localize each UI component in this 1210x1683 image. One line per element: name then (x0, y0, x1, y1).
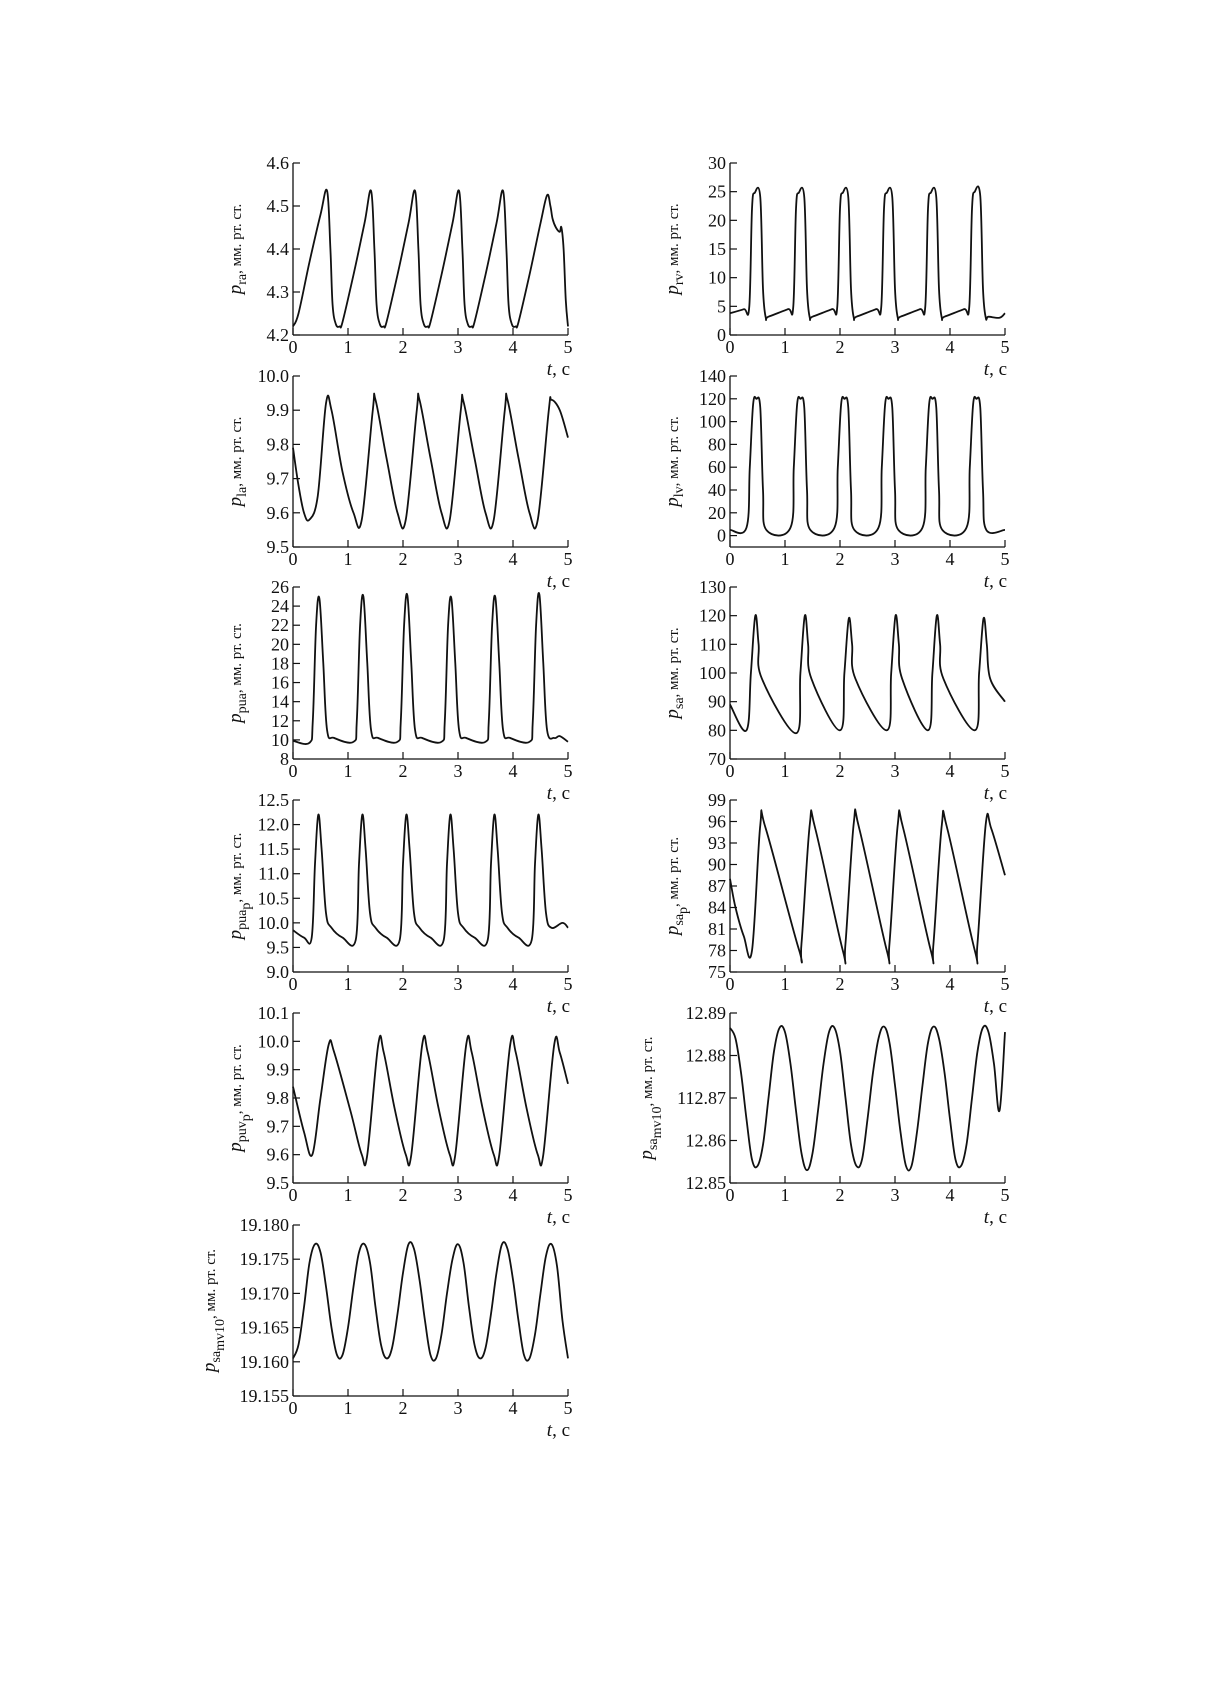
x-tick-label: 1 (780, 761, 790, 781)
chart-panel-p_sa_mv10_b (199, 1215, 573, 1441)
x-tick-label: 1 (343, 337, 353, 357)
y-tick-label: 112.87 (677, 1088, 726, 1108)
x-tick-label: 2 (398, 761, 408, 781)
y-tick-label: 120 (699, 388, 726, 409)
x-tick-label: 4 (508, 549, 518, 569)
x-tick-label: 3 (890, 337, 900, 357)
series-line-p_ra (293, 190, 568, 328)
x-tick-label: 5 (1000, 337, 1010, 357)
x-tick-label: 1 (780, 337, 790, 357)
chart-panel-p_pua_p (225, 790, 573, 1017)
x-tick-label: 0 (725, 974, 735, 994)
y-tick-label: 81 (708, 919, 726, 939)
x-tick-label: 2 (835, 1185, 845, 1205)
chart-panel-p_rv (662, 153, 1010, 380)
y-tick-label: 4.2 (266, 325, 289, 345)
y-tick-label: 16 (271, 672, 289, 693)
y-tick-label: 9.7 (266, 1116, 289, 1137)
x-tick-label: 0 (725, 337, 735, 357)
y-tick-label: 130 (699, 577, 726, 597)
x-tick-label: 4 (508, 1185, 518, 1205)
y-tick-label: 20 (708, 210, 726, 231)
chart-panel-p_lv (662, 366, 1010, 592)
x-tick-label: 3 (890, 761, 900, 781)
x-tick-label: 4 (945, 337, 955, 357)
x-axis-title: t, с (546, 571, 570, 592)
x-tick-label: 2 (835, 761, 845, 781)
series-line-p_sa_mv10 (730, 1026, 1005, 1171)
y-tick-label: 4.4 (266, 239, 289, 259)
x-tick-label: 2 (398, 549, 408, 569)
y-tick-label: 20 (708, 502, 726, 523)
y-tick-label: 5 (717, 296, 726, 317)
y-tick-label: 0 (717, 525, 726, 546)
y-axis-title: $p_{samv10}^{, мм. рт. ст.}$ (199, 1248, 228, 1373)
x-tick-label: 0 (288, 761, 298, 781)
chart-panel-p_sa_mv10 (636, 1003, 1010, 1228)
x-axis-title: t, с (546, 996, 570, 1017)
y-axis-title: $p_{sa}^{, мм. рт. ст.}$ (662, 627, 687, 719)
y-tick-label: 19.175 (239, 1249, 289, 1270)
y-tick-label: 12.0 (257, 814, 289, 835)
y-tick-label: 11.5 (258, 839, 289, 860)
y-tick-label: 87 (708, 876, 726, 896)
series-line-p_sa (730, 615, 1005, 733)
x-tick-label: 3 (890, 1185, 900, 1205)
y-axis-title: $p_{lv}^{, мм. рт. ст.}$ (662, 416, 687, 507)
y-tick-label: 9.8 (266, 434, 289, 455)
y-tick-label: 24 (271, 596, 289, 617)
y-tick-label: 90 (708, 854, 726, 875)
y-axis-title: $p_{pua}^{, мм. рт. ст.}$ (225, 623, 250, 723)
x-tick-label: 2 (398, 1398, 408, 1418)
chart-panel-p_puv_p (225, 1003, 573, 1228)
y-tick-label: 93 (708, 833, 726, 853)
x-tick-label: 5 (563, 337, 573, 357)
y-axis-title: $p_{sap}^{, мм. рт. ст.}$ (662, 836, 691, 936)
x-tick-label: 4 (945, 761, 955, 781)
y-tick-label: 10.1 (257, 1003, 289, 1023)
x-axis-title: t, с (546, 783, 570, 804)
x-tick-label: 4 (945, 1185, 955, 1205)
y-tick-label: 70 (708, 749, 726, 769)
y-tick-label: 75 (708, 962, 726, 982)
y-tick-label: 110 (699, 634, 726, 655)
y-tick-label: 18 (271, 653, 289, 674)
y-tick-label: 19.160 (239, 1351, 289, 1372)
y-tick-label: 9.6 (266, 502, 289, 523)
y-tick-label: 4.5 (266, 196, 289, 216)
x-tick-label: 0 (725, 1185, 735, 1205)
y-tick-label: 15 (708, 239, 726, 259)
x-axis-title: t, с (983, 783, 1007, 804)
x-tick-label: 0 (288, 974, 298, 994)
x-tick-label: 0 (288, 549, 298, 569)
y-tick-label: 9.7 (266, 468, 289, 489)
y-tick-label: 9.9 (266, 400, 289, 421)
y-tick-label: 10 (708, 267, 726, 288)
x-tick-label: 5 (563, 761, 573, 781)
y-tick-label: 96 (708, 811, 726, 832)
x-tick-label: 2 (398, 974, 408, 994)
x-tick-label: 1 (343, 974, 353, 994)
y-tick-label: 12.88 (685, 1045, 726, 1066)
x-tick-label: 5 (563, 1185, 573, 1205)
x-tick-label: 4 (508, 974, 518, 994)
x-tick-label: 5 (1000, 761, 1010, 781)
chart-panel-p_sa (662, 577, 1010, 804)
x-tick-label: 4 (508, 761, 518, 781)
x-tick-label: 4 (945, 549, 955, 569)
x-axis-title: t, с (546, 359, 570, 380)
y-tick-label: 84 (708, 897, 726, 918)
x-tick-label: 0 (288, 337, 298, 357)
y-tick-label: 10 (271, 729, 289, 750)
y-tick-label: 0 (717, 325, 726, 345)
y-axis-title: $p_{puap}^{, мм. рт. ст.}$ (225, 832, 254, 940)
x-axis-title: t, с (983, 359, 1007, 380)
y-tick-label: 12.5 (257, 790, 289, 810)
y-tick-label: 100 (699, 663, 726, 683)
y-tick-label: 9.5 (266, 537, 289, 557)
y-axis-title: $p_{rv}^{, мм. рт. ст.}$ (662, 203, 687, 295)
x-tick-label: 3 (453, 1185, 463, 1205)
y-tick-label: 9.8 (266, 1088, 289, 1108)
x-tick-label: 0 (725, 549, 735, 569)
series-line-p_pua_p (293, 814, 568, 945)
y-tick-label: 9.5 (266, 937, 289, 958)
y-tick-label: 80 (708, 434, 726, 455)
series-line-p_sa_p (730, 809, 1005, 963)
x-tick-label: 1 (343, 1185, 353, 1205)
y-tick-label: 99 (708, 790, 726, 810)
series-line-p_la (293, 394, 568, 529)
x-axis-title: t, с (983, 996, 1007, 1017)
y-tick-label: 8 (280, 749, 289, 769)
x-tick-label: 5 (1000, 1185, 1010, 1205)
series-line-p_lv (730, 397, 1005, 536)
x-tick-label: 4 (508, 1398, 518, 1418)
y-tick-label: 140 (699, 366, 726, 386)
x-tick-label: 3 (453, 337, 463, 357)
x-tick-label: 3 (453, 974, 463, 994)
y-tick-label: 9.5 (266, 1173, 289, 1193)
x-axis-title: t, с (983, 571, 1007, 592)
y-tick-label: 12.89 (685, 1003, 726, 1023)
y-tick-label: 14 (271, 691, 289, 712)
chart-panel-p_pua (225, 577, 573, 804)
y-tick-label: 10.0 (257, 366, 289, 386)
y-tick-label: 40 (708, 480, 726, 500)
y-tick-label: 11.0 (258, 863, 289, 884)
x-tick-label: 4 (945, 974, 955, 994)
x-axis-title: t, с (546, 1420, 570, 1441)
y-tick-label: 26 (271, 577, 289, 597)
y-tick-label: 19.170 (239, 1283, 289, 1304)
x-tick-label: 0 (288, 1185, 298, 1205)
y-tick-label: 80 (708, 720, 726, 741)
y-tick-label: 19.155 (239, 1386, 289, 1406)
x-axis-title: t, с (546, 1207, 570, 1228)
x-tick-label: 2 (398, 1185, 408, 1205)
y-tick-label: 12.86 (685, 1130, 726, 1151)
x-tick-label: 1 (780, 974, 790, 994)
x-tick-label: 5 (563, 974, 573, 994)
y-tick-label: 9.9 (266, 1059, 289, 1080)
y-tick-label: 22 (271, 615, 289, 636)
y-tick-label: 19.165 (239, 1317, 289, 1338)
y-axis-title: $p_{ra}^{, мм. рт. ст.}$ (225, 203, 250, 295)
y-tick-label: 20 (271, 634, 289, 655)
x-tick-label: 3 (453, 761, 463, 781)
x-tick-label: 2 (835, 974, 845, 994)
x-tick-label: 1 (343, 1398, 353, 1418)
chart-panel-p_la (225, 366, 573, 592)
y-tick-label: 12.85 (685, 1173, 726, 1193)
y-tick-label: 4.6 (266, 153, 289, 173)
y-tick-label: 4.3 (266, 282, 289, 302)
chart-panel-p_sa_p (662, 790, 1010, 1017)
x-tick-label: 1 (343, 549, 353, 569)
x-axis-title: t, с (983, 1207, 1007, 1228)
x-tick-label: 3 (453, 549, 463, 569)
x-tick-label: 0 (288, 1398, 298, 1418)
series-line-p_pua (293, 593, 568, 744)
x-tick-label: 2 (835, 337, 845, 357)
y-tick-label: 100 (699, 411, 726, 432)
x-tick-label: 1 (343, 761, 353, 781)
y-tick-label: 19.180 (239, 1215, 289, 1235)
x-tick-label: 3 (453, 1398, 463, 1418)
y-tick-label: 30 (708, 153, 726, 173)
x-tick-label: 2 (398, 337, 408, 357)
x-tick-label: 3 (890, 974, 900, 994)
chart-panel-p_ra (225, 153, 573, 380)
x-tick-label: 5 (563, 1398, 573, 1418)
x-tick-label: 1 (780, 1185, 790, 1205)
y-tick-label: 25 (708, 181, 726, 202)
y-tick-label: 78 (708, 940, 726, 961)
y-tick-label: 10.0 (257, 1031, 289, 1052)
y-tick-label: 9.0 (266, 962, 289, 982)
x-tick-label: 4 (508, 337, 518, 357)
x-tick-label: 0 (725, 761, 735, 781)
x-tick-label: 5 (1000, 974, 1010, 994)
y-tick-label: 12 (271, 710, 289, 731)
y-axis-title: $p_{puvp}^{, мм. рт. ст.}$ (225, 1044, 254, 1152)
y-tick-label: 90 (708, 691, 726, 712)
y-axis-title: $p_{samv10}^{, мм. рт. ст.}$ (636, 1036, 665, 1160)
y-tick-label: 120 (699, 605, 726, 626)
y-tick-label: 60 (708, 457, 726, 478)
series-line-p_sa_mv10_b (293, 1242, 568, 1361)
x-tick-label: 3 (890, 549, 900, 569)
series-line-p_puv_p (293, 1036, 568, 1166)
x-tick-label: 1 (780, 549, 790, 569)
y-axis-title: $p_{la}^{, мм. рт. ст.}$ (225, 416, 250, 507)
y-tick-label: 9.6 (266, 1144, 289, 1165)
x-tick-label: 2 (835, 549, 845, 569)
y-tick-label: 10.5 (257, 888, 289, 909)
x-tick-label: 5 (563, 549, 573, 569)
series-line-p_rv (730, 186, 1005, 320)
x-tick-label: 5 (1000, 549, 1010, 569)
y-tick-label: 10.0 (257, 912, 289, 933)
